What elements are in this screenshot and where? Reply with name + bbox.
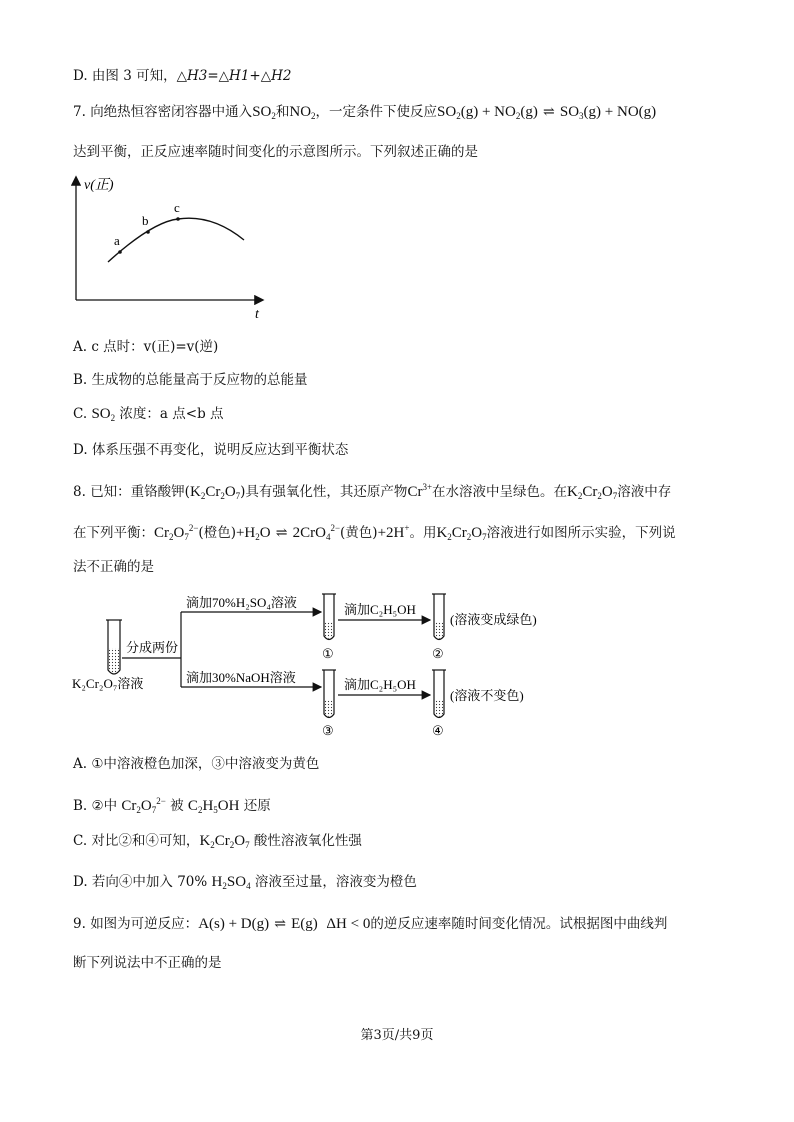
q7-option-b[interactable]: B. 生成物的总能量高于反应物的总能量	[73, 372, 308, 388]
q6-option-d-formula: △H3=△H1+△H2	[176, 68, 292, 84]
q7-stem-line2: 达到平衡，正反应速率随时间变化的示意图所示。下列叙述正确的是	[73, 144, 478, 160]
point-a-label: a	[114, 233, 120, 248]
start-test-tube-icon	[106, 620, 122, 674]
tube-4-label: ④	[432, 723, 444, 738]
q8-experiment-diagram	[66, 592, 546, 742]
q8-option-c[interactable]: C. 对比②和④可知，$K_2Cr_2O_7$ 酸性溶液氧化性强	[73, 833, 362, 850]
tube-3-label: ③	[322, 723, 334, 738]
top-ethanol-label: 滴加C₂H₅OH	[344, 602, 416, 617]
tube-2-label: ②	[432, 646, 444, 661]
q8-stem-line1: 8. 已知：重铬酸钾$(K_2Cr_2O_7)$具有强氧化性，其还原产物$Cr^{3+}$在水溶液中呈绿色。在$K_2Cr_2O_7$溶液中存	[73, 482, 672, 501]
point-b	[146, 230, 150, 234]
point-c-label: c	[174, 200, 180, 215]
rate-curve	[108, 218, 244, 262]
equilibrium-arrow-icon: ⇌	[274, 916, 286, 932]
q7-stem-line1: 7. 向绝热恒容密闭容器中通入$SO_2$和$NO_2$，一定条件下使反应$SO_2(g) + NO_2(g)$ ⇌ $SO_3(g) + NO(g)$	[73, 104, 657, 121]
test-tube-1-icon	[322, 594, 336, 640]
q8-option-b[interactable]: B. ②中 $Cr_2O_7^{2-}$ 被 $C_2H_5OH$ 还原	[73, 796, 271, 815]
equilibrium-arrow-icon: ⇌	[542, 104, 555, 120]
bottom-ethanol-label: 滴加C₂H₅OH	[344, 677, 416, 692]
q7-option-d[interactable]: D. 体系压强不再变化，说明反应达到平衡状态	[73, 442, 349, 458]
test-tube-3-icon	[322, 670, 336, 718]
equilibrium-arrow-icon: ⇌	[275, 525, 288, 541]
start-label: K₂Cr₂O₇溶液	[72, 676, 144, 691]
q8-option-a[interactable]: A. ①中溶液橙色加深，③中溶液变为黄色	[73, 756, 320, 772]
test-tube-4-icon	[432, 670, 446, 718]
page-footer: 第3页/共9页	[360, 1028, 434, 1043]
q8-option-d[interactable]: D. 若向④中加入 70% $H_2SO_4$ 溶液至过量，溶液变为橙色	[73, 874, 417, 891]
q7-rate-graph	[62, 172, 272, 322]
q7-option-c[interactable]: C. $SO_2$ 浓度：a 点<b 点	[73, 406, 224, 423]
point-c	[176, 217, 180, 221]
q8-stem-line3: 法不正确的是	[73, 559, 154, 575]
bottom-result-label: (溶液不变色)	[450, 688, 524, 703]
x-axis-label: t	[255, 307, 259, 322]
y-axis-label: v(正)	[84, 178, 114, 193]
bottom-reagent-label: 滴加30%NaOH溶液	[186, 670, 296, 685]
top-reagent-label: 滴加70%H₂SO₄溶液	[186, 595, 297, 610]
point-a	[118, 250, 122, 254]
tube-1-label: ①	[322, 646, 334, 661]
test-tube-2-icon	[432, 594, 446, 640]
q7-option-a[interactable]: A. c 点时：v(正)=v(逆)	[73, 339, 219, 355]
point-b-label: b	[142, 213, 149, 228]
q8-stem-line2: 在下列平衡：$Cr_2O_7^{2-}$(橙色)$+H_2O$ ⇌ 2CrO$_4^{2-}$(黄色)+2H+。用$K_2Cr_2O_7$溶液进行如图所示实验，下列说	[73, 523, 676, 542]
split-label: 分成两份	[126, 640, 179, 655]
top-result-label: (溶液变成绿色)	[450, 612, 537, 627]
q9-stem-line2: 断下列说法中不正确的是	[73, 955, 222, 971]
q9-stem-line1: 9. 如图为可逆反应：A(s) + D(g) ⇌ E(g) ΔH < 0的逆反应速率随时间变化情况。试根据图中曲线判	[73, 916, 668, 932]
q6-option-d: D. 由图 3 可知，△H3=△H1+△H2	[73, 68, 292, 84]
